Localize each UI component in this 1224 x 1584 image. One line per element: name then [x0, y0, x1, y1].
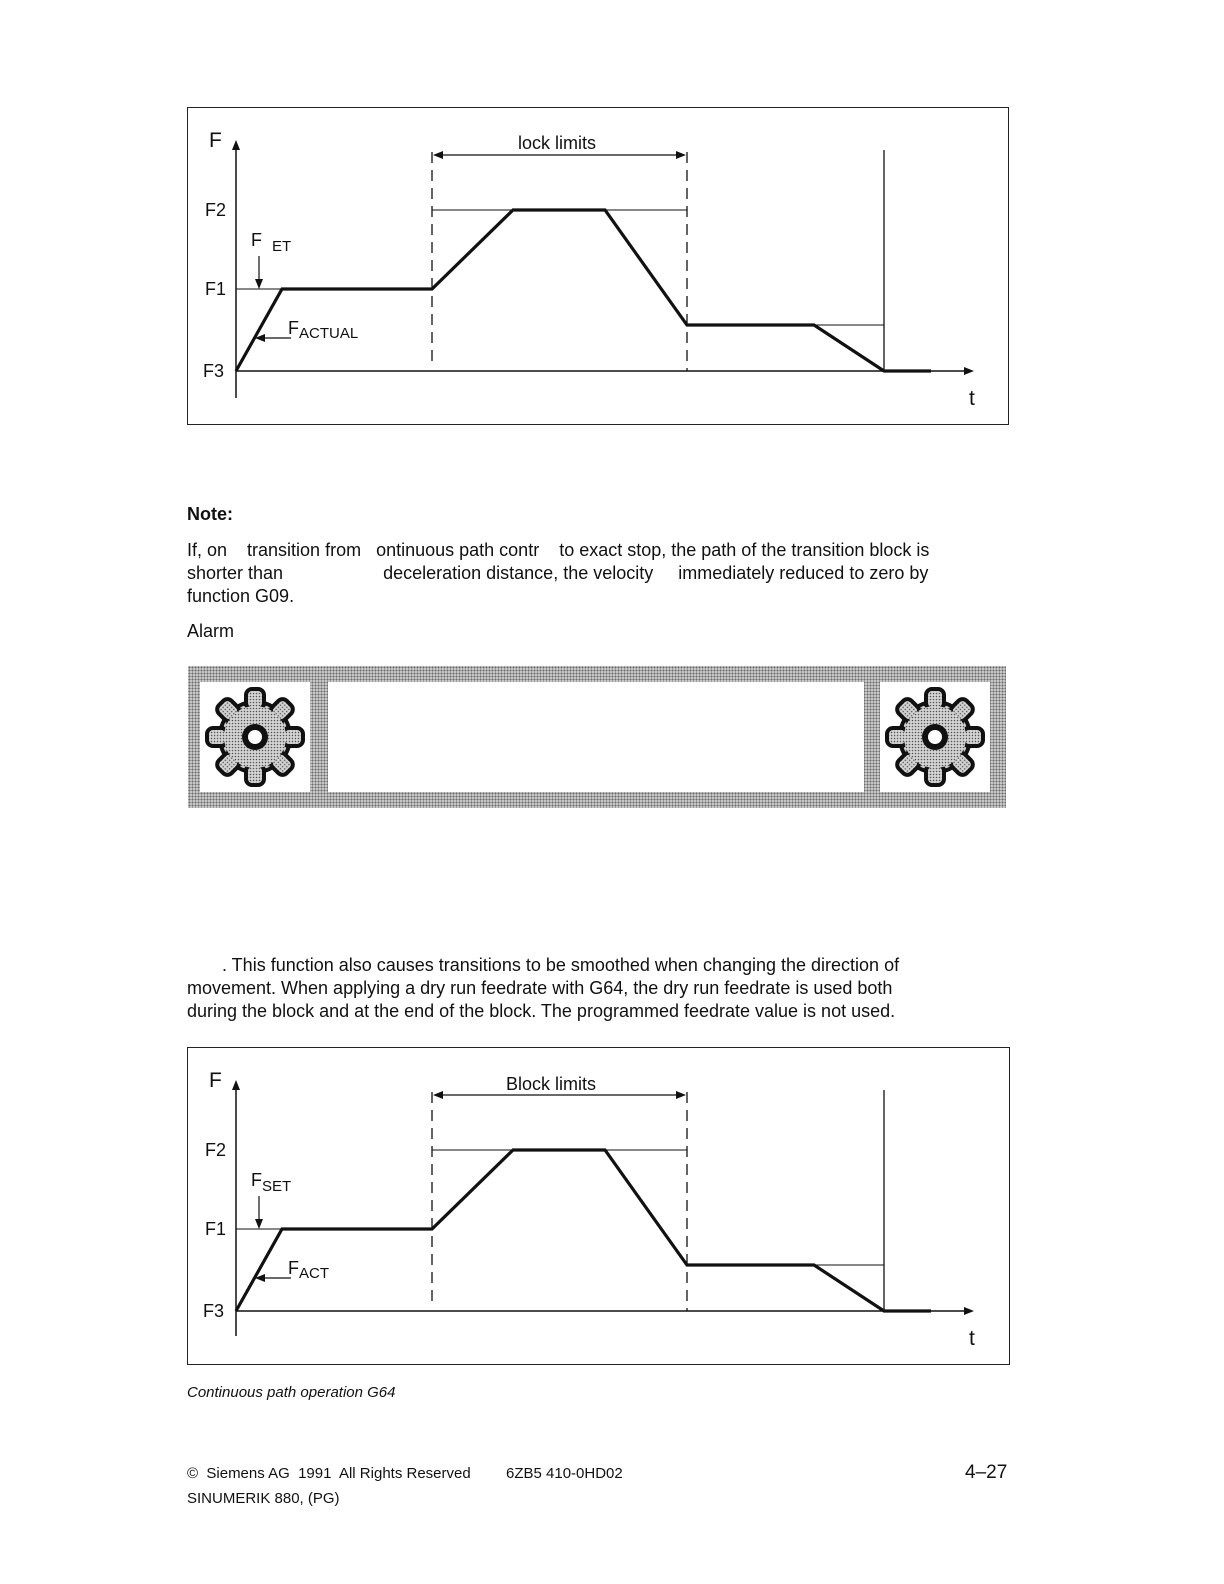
limits-arrow-right: [676, 1091, 686, 1099]
y-axis-label: F: [209, 129, 222, 152]
note-line: function G09.: [187, 586, 295, 606]
y-axis-arrow: [232, 1080, 240, 1090]
limits-arrow-right: [676, 151, 686, 159]
paragraph-line: . This function also causes transitions to be smoothed when changing the direction of: [187, 955, 900, 975]
tick-f3: F3: [203, 1301, 225, 1321]
diagram-svg: [188, 108, 1008, 424]
limits-arrow-left: [433, 151, 443, 159]
page-number: 4–27: [965, 1462, 1008, 1483]
y-axis-label: F: [209, 1069, 222, 1092]
tick-f2: F2: [205, 1140, 227, 1160]
f-set-arrowhead: [255, 279, 263, 289]
alarm-right-panel: [880, 682, 990, 792]
f-set-arrowhead: [255, 1219, 263, 1229]
x-axis-arrow: [964, 367, 974, 375]
f-set-label: F $_{ET}$: [251, 230, 292, 255]
tick-f1: F1: [205, 279, 227, 299]
paragraph-line: movement. When applying a dry run feedrate with G64, the dry run feedrate is used both: [187, 978, 893, 998]
velocity-profile: [236, 210, 931, 371]
note-line: shorter than deceleration distance, the velocity immediately reduced to zero by: [187, 563, 929, 583]
limits-label: Block limits: [506, 1074, 597, 1094]
note-heading: Note:: [187, 504, 233, 524]
paragraph-line: during the block and at the end of the block. The programmed feedrate value is not used.: [187, 1001, 896, 1021]
alarm-left-panel: [200, 682, 310, 792]
alarm-message-area: [328, 682, 864, 792]
limits-label: lock limits: [518, 133, 597, 153]
f-actual-label: $F_{ACT}$: [288, 1258, 329, 1282]
footer-copyright: © Siemens AG 1991 All Rights Reserved: [187, 1465, 471, 1482]
y-axis-arrow: [232, 140, 240, 150]
feedrate-diagram-exact-stop: [187, 107, 1009, 425]
tick-f2: F2: [205, 200, 227, 220]
gear-icon: [200, 682, 310, 792]
velocity-profile: [236, 1150, 931, 1311]
tick-f3: F3: [203, 361, 225, 381]
tick-f1: F1: [205, 1219, 227, 1239]
figure-caption: Continuous path operation G64: [187, 1384, 396, 1401]
f-actual-label: $F_{ACTUAL}$: [288, 318, 359, 342]
alarm-banner: [188, 666, 1006, 808]
x-axis-label: t: [969, 387, 975, 410]
x-axis-arrow: [964, 1307, 974, 1315]
g64-description: [187, 954, 1017, 1023]
diagram-svg: [188, 1048, 1009, 1364]
feedrate-diagram-g64: [187, 1047, 1010, 1365]
gear-icon: [880, 682, 990, 792]
note-text: [187, 539, 1017, 608]
note-line: If, on transition from ontinuous path contr to exact stop, the path of the transition block is: [187, 540, 930, 560]
limits-arrow-left: [433, 1091, 443, 1099]
x-axis-label: t: [969, 1327, 975, 1350]
footer-order-number: 6ZB5 410-0HD02: [506, 1465, 623, 1482]
f-set-label: $F_{SET}$: [251, 1170, 292, 1195]
footer-product: SINUMERIK 880, (PG): [187, 1490, 340, 1507]
alarm-label: Alarm: [187, 621, 235, 641]
